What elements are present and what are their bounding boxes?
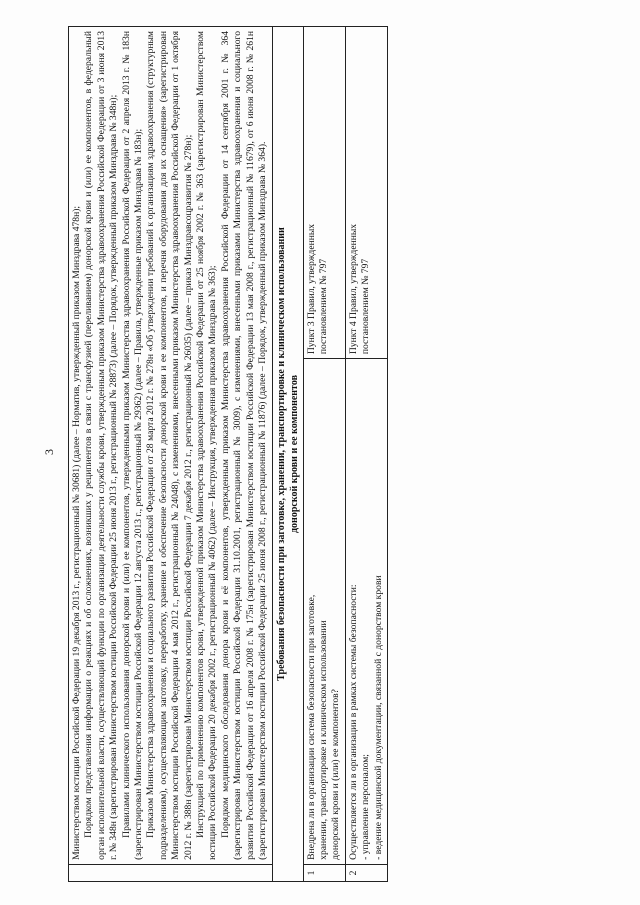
reference-cell — [303, 27, 345, 359]
section-heading — [272, 27, 303, 882]
rotated-document-page — [20, 12, 620, 892]
row-number: 1 — [303, 864, 345, 881]
reference-line: Пункт 3 Правил, утвержденных — [305, 223, 317, 355]
intro-row — [69, 27, 273, 882]
intro-paragraph: Порядком медицинского обследования донора крови и её компонентов, утвержденным приказом Министерства здравоохранения Российской Федерации от 14 сентября 2001 г. № 364 (зарегистрирован Министерством юстиции Российской Федерации 31.10.2001, регистрационный № 3009), с изменениями, внесенными приказами Министерства здравоохранения и социального развития Российской Федерации от 16 апреля 2008 г. № 175н (зарегистрирован Министерством юстиции Российской Федерации 13 мая 2008 г., регистрационный № 11679), от 6 июня 2008 г. № 261н (зарегистрирован Министерством юстиции Российской Федерации 25 июня 2008 г., регистрационный № 11876) (далее – Порядок, утвержденный приказом Минздрава № 364). — [219, 31, 269, 860]
section-heading-line: донорской крови и ее компонентов — [288, 375, 300, 533]
reference-cell — [345, 27, 387, 359]
reference-line: постановлением № 797 — [360, 258, 372, 355]
section-heading-line: Требования безопасности при заготовке, хранении, транспортировке и клиническом использовании — [275, 227, 287, 681]
section-heading-row — [272, 27, 303, 882]
intro-paragraph: Правилами клинического использования донорской крови и (или) ее компонентов, утвержденными приказом Министерства здравоохранения Российской Федерации от 2 апреля 2013 г. № 183н (зарегистрирован Министерством юстиции Российской Федерации 12 августа 2013 г., регистрационный № 29362) (далее – Правила, утвержденные приказом Минздрава № 183н); — [120, 31, 145, 860]
intro-paragraph: Порядком представления информации о реакциях и об осложнениях, возникших у реципиентов в связи с трансфузией (переливанием) донорской крови и (или) ее компонентов, в федеральный орган исполнительной власти, осуществляющий функции по организации деятельности службы крови, утвержденным приказом Министерства здравоохранения Российской Федерации от 3 июня 2013 г. № 348н (зарегистрирован Министерством юстиции Российской Федерации 25 июня 2013 г., регистрационный № 28873) (далее – Порядок, утвержденный приказом Минздрава № 348н); — [83, 31, 120, 860]
reference-line: Пункт 4 Правил, утвержденных — [347, 223, 359, 355]
intro-num-cell — [69, 864, 273, 881]
intro-paragraph: Инструкцией по применению компонентов крови, утвержденной приказом Министерства здравоохранения Российской Федерации от 25 ноября 2002 г. № 363 (зарегистрирован Министерством юстиции Российской Федерации 20 декабря 2002 г., регистрационный № 4062) (далее – Инструкция, утвержденная приказом Минздрава № 363); — [195, 31, 219, 860]
requirements-table — [68, 26, 388, 882]
intro-paragraph: Приказом Министерства здравоохранения и социального развития Российской Федерации от 28 марта 2012 г. № 278н «Об утверждении требований к организациям здравоохранения (структурным подразделениям), осуществляющим заготовку, переработку, хранение и обеспечение безопасности донорской крови и ее компонентов, и перечня оборудования для их оснащения» (зарегистрирован Министерством юстиции Российской Федерации 4 мая 2012 г., регистрационный № 24048), с изменениями, внесенными приказом Министерства здравоохранения Российской Федерации от 1 октября 2012 г. № 388н (зарегистрирован Министерством юстиции Российской Федерации 7 декабря 2012 г., регистрационный № 26035) (далее – приказ Минздравсоцразвития № 278н); — [145, 31, 194, 860]
requirement-line: хранении, транспортировке и клиническом использовании — [317, 620, 329, 860]
requirement-cell — [303, 359, 345, 865]
requirement-cell — [345, 359, 387, 865]
requirement-line: Внедрена ли в организации система безопасности при заготовке, — [305, 594, 317, 860]
requirement-line: Осуществляется ли в организации в рамках системы безопасности: — [347, 584, 359, 860]
intro-paragraph: Министерством юстиции Российской Федерации 19 декабря 2013 г., регистрационный № 30681) (далее – Норматив, утвержденный приказом Минздрава 478н); — [71, 205, 82, 860]
intro-text-cell — [69, 27, 273, 865]
table-row — [345, 27, 387, 882]
page-number: 3 — [42, 449, 56, 455]
row-number: 2 — [345, 864, 387, 881]
requirement-line: донорской крови и (или) ее компонентов? — [330, 689, 342, 860]
reference-line: постановлением № 797 — [317, 258, 329, 355]
requirement-line: - ведение медицинской документации, связанной с донорством крови — [372, 575, 384, 860]
requirement-line: - управление персоналом; — [360, 754, 372, 860]
table-row — [303, 27, 345, 882]
